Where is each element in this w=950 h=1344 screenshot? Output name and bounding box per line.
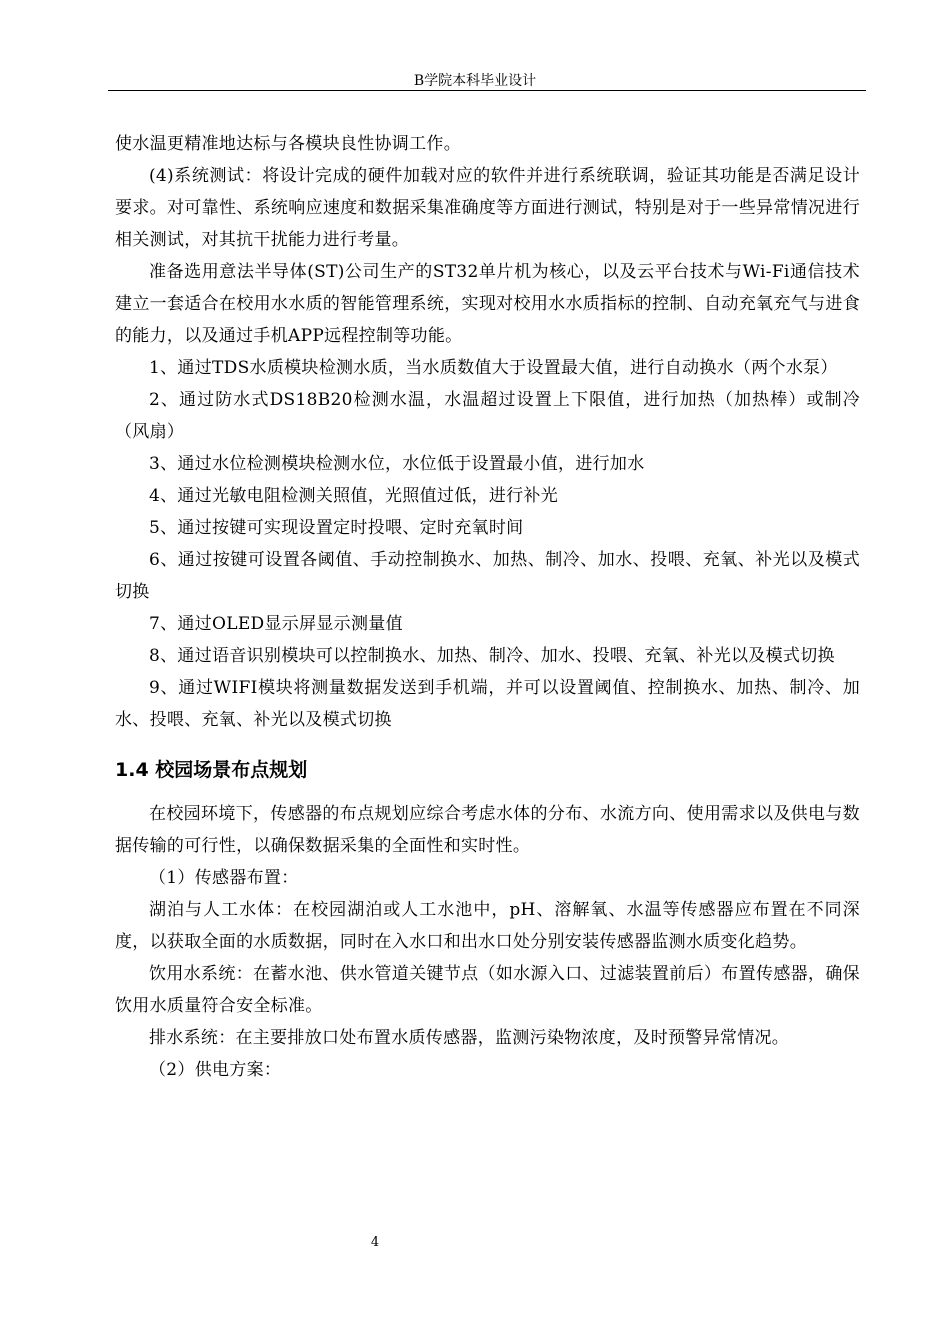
page-header-title: B学院本科毕业设计: [413, 73, 537, 89]
paragraph-system-test: (4)系统测试：将设计完成的硬件加载对应的软件并进行系统联调，验证其功能是否满足设计要求。对可靠性、系统响应速度和数据采集准确度等方面进行测试，特别是对于一些异常情况进行相关测试，对其抗干扰能力进行考量。: [115, 166, 860, 250]
header-divider: [108, 90, 866, 91]
subsection-power-supply: （2）供电方案：: [149, 1060, 282, 1080]
paragraph-drainage: 排水系统：在主要排放口处布置水质传感器，监测污染物浓度，及时预警异常情况。: [149, 1028, 790, 1048]
function-item-7: 7、通过OLED显示屏显示测量值: [149, 614, 403, 634]
function-item-8: 8、通过语音识别模块可以控制换水、加热、制冷、加水、投喂、充氧、补光以及模式切换: [149, 646, 835, 666]
function-item-9: 9、通过WIFI模块将测量数据发送到手机端，并可以设置阈值、控制换水、加热、制冷、加水、投喂、充氧、补光以及模式切换: [115, 678, 860, 730]
function-item-5: 5、通过按键可实现设置定时投喂、定时充氧时间: [149, 518, 524, 538]
function-item-1: 1、通过TDS水质模块检测水质，当水质数值大于设置最大值，进行自动换水（两个水泵）: [149, 358, 838, 378]
paragraph-system-overview: 准备选用意法半导体(ST)公司生产的ST32单片机为核心，以及云平台技术与Wi-Fi通信技术建立一套适合在校用水水质的智能管理系统，实现对校用水水质指标的控制、自动充氧充气与进食的能力，以及通过手机APP远程控制等功能。: [115, 262, 860, 346]
function-item-6: 6、通过按键可设置各阈值、手动控制换水、加热、制冷、加水、投喂、充氧、补光以及模式切换: [115, 550, 860, 602]
paragraph-continuation: 使水温更精准地达标与各模块良性协调工作。: [115, 134, 461, 154]
section-intro: 在校园环境下，传感器的布点规划应综合考虑水体的分布、水流方向、使用需求以及供电与数据传输的可行性，以确保数据采集的全面性和实时性。: [115, 804, 860, 856]
paragraph-lakes: 湖泊与人工水体：在校园湖泊或人工水池中，pH、溶解氧、水温等传感器应布置在不同深度，以获取全面的水质数据，同时在入水口和出水口处分别安装传感器监测水质变化趋势。: [115, 900, 860, 952]
subsection-sensor-layout: （1）传感器布置：: [149, 868, 299, 888]
page-body: [115, 128, 860, 1086]
function-item-3: 3、通过水位检测模块检测水位，水位低于设置最小值，进行加水: [149, 454, 645, 474]
function-item-2: 2、通过防水式DS18B20检测水温，水温超过设置上下限值，进行加热（加热棒）或制冷（风扇）: [115, 390, 860, 442]
paragraph-drinking-water: 饮用水系统：在蓄水池、供水管道关键节点（如水源入口、过滤装置前后）布置传感器，确保饮用水质量符合安全标准。: [115, 964, 860, 1016]
page-number: 4: [370, 1235, 380, 1250]
function-item-4: 4、通过光敏电阻检测关照值，光照值过低，进行补光: [149, 486, 559, 506]
section-heading: 1.4 校园场景布点规划: [115, 759, 308, 781]
